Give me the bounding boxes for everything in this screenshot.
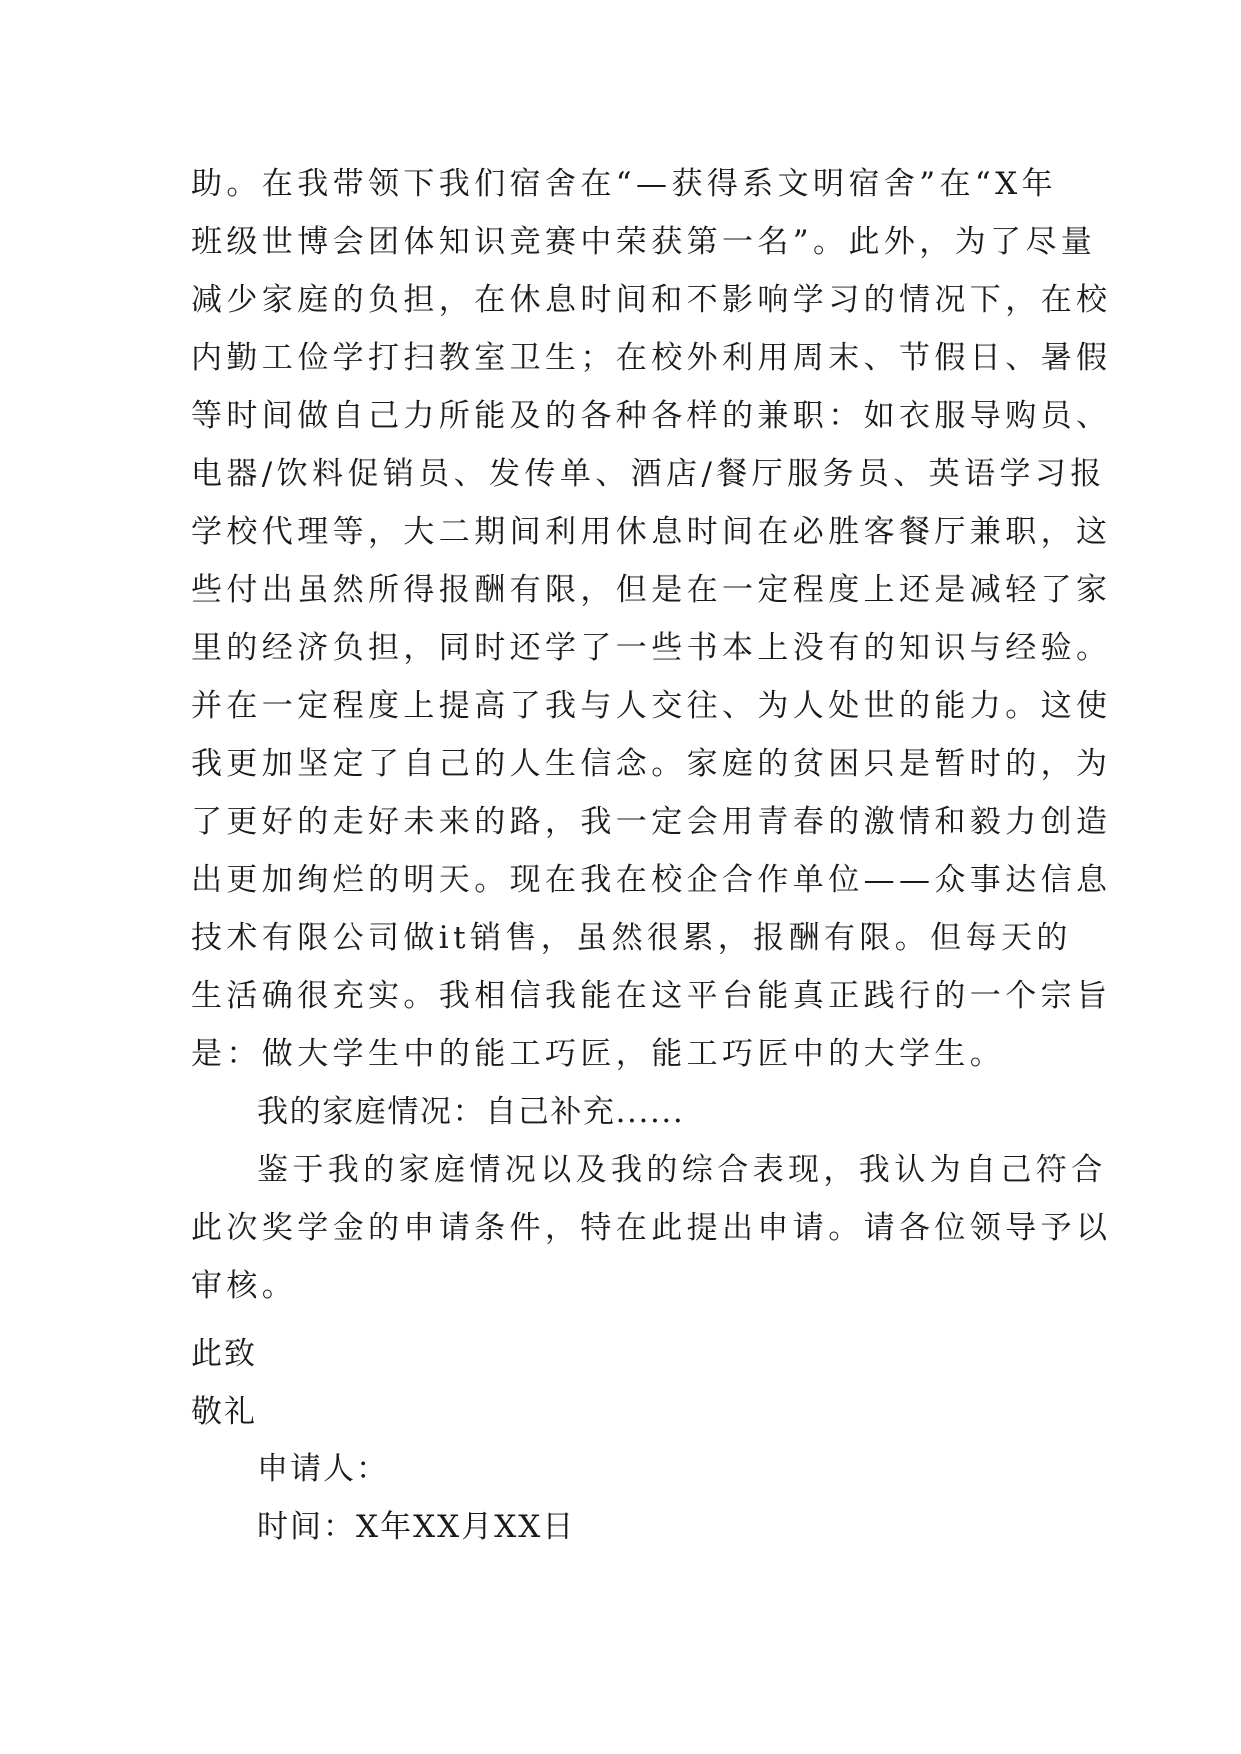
family-situation-line: 我的家庭情况：自己补充...... [257, 1094, 685, 1130]
closing-salutation: 此致 [191, 1336, 257, 1372]
paragraph-line: 电器/饮料促销员、发传单、酒店/餐厅服务员、英语学习报 [191, 456, 1106, 492]
paragraph-line: 出更加绚烂的明天。现在我在校企合作单位——众事达信息 [191, 862, 1112, 898]
paragraph-line: 减少家庭的负担，在休息时间和不影响学习的情况下，在校 [191, 282, 1112, 318]
date-line: 时间：X年XX月XX日 [257, 1509, 576, 1545]
paragraph-line: 里的经济负担，同时还学了一些书本上没有的知识与经验。 [191, 630, 1112, 666]
paragraph-line: 生活确很充实。我相信我能在这平台能真正践行的一个宗旨 [191, 978, 1112, 1014]
applicant-label: 申请人： [257, 1451, 389, 1487]
signature-block [257, 1440, 575, 1556]
conclusion-line: 此次奖学金的申请条件，特在此提出申请。请各位领导予以 [191, 1210, 1112, 1246]
letter-body [191, 155, 1112, 1315]
paragraph-line: 是：做大学生中的能工巧匠，能工巧匠中的大学生。 [191, 1036, 1006, 1072]
paragraph-line: 助。在我带领下我们宿舍在“—获得系文明宿舍”在“X年 [191, 166, 1058, 202]
paragraph-line: 我更加坚定了自己的人生信念。家庭的贫困只是暂时的，为 [191, 746, 1112, 782]
paragraph-line: 并在一定程度上提高了我与人交往、为人处世的能力。这使 [191, 688, 1112, 724]
conclusion-line: 审核。 [191, 1268, 298, 1304]
conclusion-line: 鉴于我的家庭情况以及我的综合表现，我认为自己符合 [257, 1152, 1107, 1188]
paragraph-line: 了更好的走好未来的路，我一定会用青春的激情和毅力创造 [191, 804, 1112, 840]
paragraph-line: 等时间做自己力所能及的各种各样的兼职：如衣服导购员、 [191, 398, 1112, 434]
paragraph-line: 班级世博会团体知识竞赛中荣获第一名”。此外，为了尽量 [191, 224, 1097, 260]
closing-regards: 敬礼 [191, 1394, 257, 1430]
paragraph-line: 技术有限公司做it销售，虽然很累，报酬有限。但每天的 [191, 920, 1072, 956]
paragraph-line: 学校代理等，大二期间利用休息时间在必胜客餐厅兼职，这 [191, 514, 1112, 550]
paragraph-line: 些付出虽然所得报酬有限，但是在一定程度上还是减轻了家 [191, 572, 1112, 608]
closing-block [191, 1325, 257, 1441]
paragraph-line: 内勤工俭学打扫教室卫生；在校外利用周末、节假日、暑假 [191, 340, 1112, 376]
